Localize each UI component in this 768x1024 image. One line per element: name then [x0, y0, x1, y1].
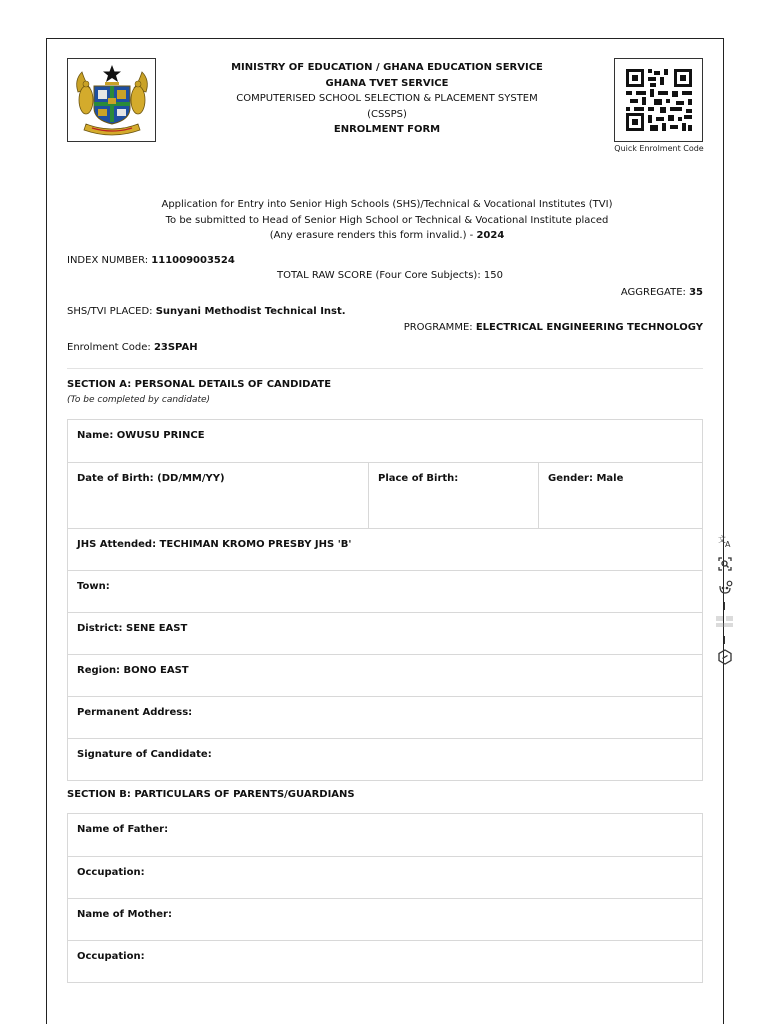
candidate-name: Name: OWUSU PRINCE — [77, 430, 205, 441]
date-of-birth: Date of Birth: (DD/MM/YY) — [77, 473, 225, 484]
form-header — [187, 60, 587, 138]
mother-name: Name of Mother: — [77, 909, 172, 920]
svg-text:A: A — [725, 540, 731, 548]
intro-line-2: To be submitted to Head of Senior High School or Technical & Vocational Institute placed — [165, 214, 609, 226]
system-title: COMPUTERISED SCHOOL SELECTION & PLACEMENT SYSTEM — [236, 93, 538, 104]
hexagon-icon[interactable] — [712, 647, 738, 667]
total-raw-score: TOTAL RAW SCORE (Four Core Subjects): 150 — [277, 270, 503, 281]
section-b-title: SECTION B: PARTICULARS OF PARENTS/GUARDIANS — [67, 789, 355, 800]
form-title: ENROLMENT FORM — [333, 124, 441, 135]
divider — [67, 368, 703, 369]
emoji-icon[interactable] — [712, 578, 738, 598]
ministry-title: MINISTRY OF EDUCATION / GHANA EDUCATION SERVICE — [231, 62, 543, 73]
table-row — [68, 856, 702, 898]
section-a-title: SECTION A: PERSONAL DETAILS OF CANDIDATE — [67, 379, 332, 390]
qr-code-icon — [614, 58, 703, 142]
table-row — [68, 420, 702, 462]
table-row — [68, 570, 702, 612]
form-year: 2024 — [476, 230, 505, 241]
region: Region: BONO EAST — [77, 665, 189, 676]
table-row — [68, 612, 702, 654]
gender: Gender: Male — [538, 463, 702, 528]
district: District: SENE EAST — [77, 623, 188, 634]
visual-search-icon[interactable] — [712, 554, 738, 574]
table-row — [68, 738, 702, 780]
table-row — [68, 814, 702, 856]
svg-text:文: 文 — [718, 535, 726, 544]
table-row — [68, 528, 702, 570]
table-row — [68, 654, 702, 696]
parents-table — [67, 813, 703, 983]
father-name: Name of Father: — [77, 824, 169, 835]
school-placed: SHS/TVI PLACED: Sunyani Methodist Technical Inst. — [67, 306, 346, 317]
service-title: GHANA TVET SERVICE — [325, 77, 449, 89]
table-row — [68, 696, 702, 738]
toolbar-divider — [724, 602, 725, 610]
system-acronym: (CSSPS) — [367, 108, 407, 120]
aggregate-value: 35 — [689, 287, 703, 298]
mother-occupation: Occupation: — [77, 951, 145, 962]
ghana-coat-of-arms-icon — [67, 58, 156, 142]
personal-details-table — [67, 419, 703, 781]
enrolment-code-value: 23SPAH — [153, 342, 198, 353]
programme-value: ELECTRICAL ENGINEERING TECHNOLOGY — [475, 322, 703, 333]
table-row — [68, 462, 702, 528]
aggregate: AGGREGATE: 35 — [620, 287, 703, 298]
intro-line-1: Application for Entry into Senior High Schools (SHS)/Technical & Vocational Institutes (TVI) — [161, 199, 613, 210]
translate-icon[interactable] — [712, 530, 738, 550]
programme: PROGRAMME: ELECTRICAL ENGINEERING TECHNOLOGY — [403, 322, 703, 333]
town: Town: — [77, 581, 110, 592]
qr-caption: Quick Enrolment Code — [614, 144, 704, 153]
section-a-subtitle: (To be completed by candidate) — [67, 395, 211, 405]
candidate-signature: Signature of Candidate: — [77, 749, 212, 760]
place-of-birth: Place of Birth: — [368, 463, 538, 528]
permanent-address: Permanent Address: — [77, 707, 193, 718]
table-row — [68, 898, 702, 940]
application-intro — [107, 197, 667, 244]
school-placed-value: Sunyani Methodist Technical Inst. — [155, 306, 346, 317]
jhs-attended: JHS Attended: TECHIMAN KROMO PRESBY JHS 'B' — [77, 539, 352, 550]
page-thumbnail-icon[interactable] — [712, 612, 738, 632]
intro-line-3: (Any erasure renders this form invalid.) - 2024 — [269, 230, 505, 241]
enrolment-code: Enrolment Code: 23SPAH — [67, 342, 198, 353]
toolbar-divider — [724, 636, 725, 644]
father-occupation: Occupation: — [77, 867, 145, 878]
table-row — [68, 940, 702, 982]
index-number: INDEX NUMBER: 111009003524 — [67, 255, 235, 266]
enrolment-form-page — [46, 38, 724, 1024]
index-number-value: 111009003524 — [151, 255, 235, 266]
